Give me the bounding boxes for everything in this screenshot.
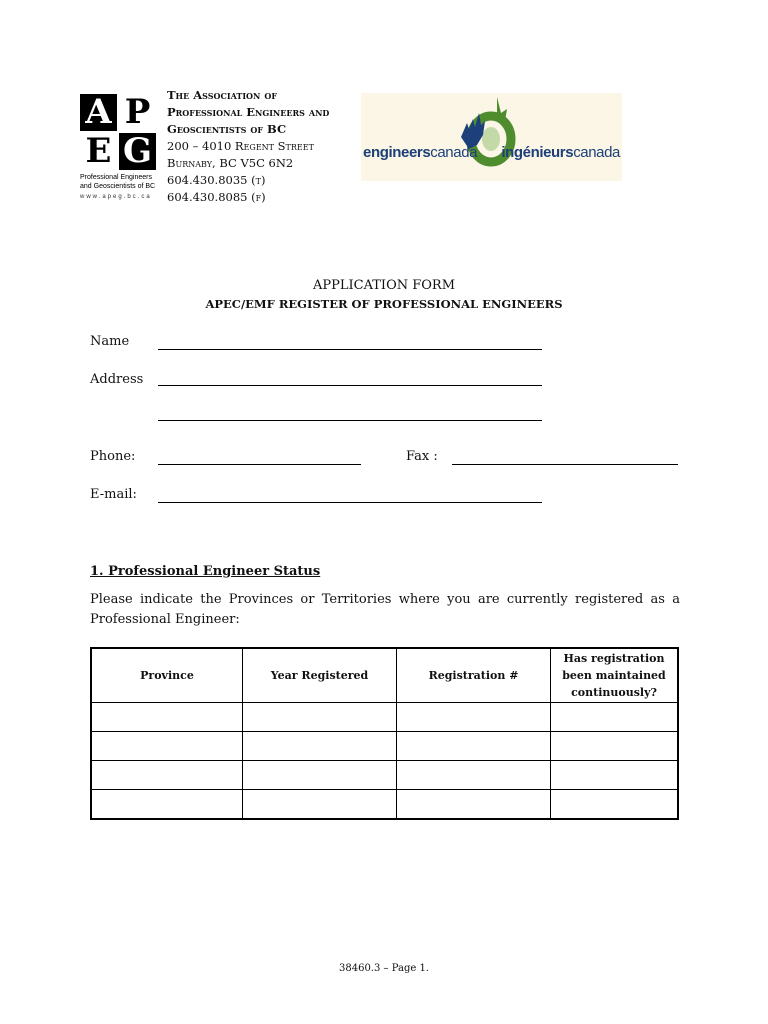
table-cell[interactable] [243, 790, 397, 820]
phone-label: Phone: [90, 449, 136, 464]
table-cell[interactable] [551, 761, 679, 790]
table-cell[interactable] [243, 761, 397, 790]
phone-field[interactable] [158, 464, 361, 465]
association-name-line2: Professional Engineers and [167, 105, 330, 119]
apeg-letter-grid [80, 94, 156, 170]
engineers-canada-english-wordmark [363, 144, 477, 161]
table-cell[interactable] [91, 790, 243, 820]
table-cell[interactable] [91, 703, 243, 732]
address-field-line2[interactable] [158, 420, 542, 421]
apeg-letter-g: G [119, 133, 156, 170]
apeg-letter-e: E [80, 133, 117, 170]
name-label: Name [90, 334, 130, 349]
address-label: Address [90, 372, 144, 387]
email-label: E-mail: [90, 487, 137, 502]
page-footer: 38460.3 – Page 1. [339, 963, 429, 974]
table-cell[interactable] [551, 790, 679, 820]
association-address-block [167, 87, 329, 206]
apeg-logo-url: www.apeg.bc.ca [80, 194, 152, 200]
form-title: APPLICATION FORM [312, 278, 456, 293]
table-cell[interactable] [91, 761, 243, 790]
ec-english-light: canada [430, 144, 478, 161]
association-fax: 604.430.8085 (f) [167, 190, 266, 204]
association-name-line3: Geoscientists of BC [167, 122, 287, 136]
association-name-line1: The Association of [167, 88, 277, 102]
table-cell[interactable] [243, 703, 397, 732]
ec-french-light: canada [573, 144, 620, 161]
table-cell[interactable] [91, 732, 243, 761]
table-row [91, 790, 678, 820]
apeg-logo [80, 94, 156, 204]
apeg-logo-caption [80, 173, 160, 191]
name-field[interactable] [158, 349, 542, 350]
fax-field[interactable] [452, 464, 678, 465]
ec-english-bold: engineers [363, 144, 431, 161]
apeg-caption-line1: Professional Engineers [80, 174, 152, 181]
table-cell[interactable] [397, 732, 551, 761]
registration-table [90, 647, 679, 820]
association-street: 200 – 4010 Regent Street [167, 139, 314, 153]
table-row [91, 761, 678, 790]
engineers-canada-logo [361, 93, 622, 181]
address-field-line1[interactable] [158, 385, 542, 386]
form-subtitle: APEC/EMF REGISTER OF PROFESSIONAL ENGINEERS [205, 297, 563, 311]
association-city: Burnaby, BC V5C 6N2 [167, 156, 294, 170]
table-row [91, 703, 678, 732]
table-cell[interactable] [397, 703, 551, 732]
table-cell[interactable] [397, 790, 551, 820]
apeg-letter-a: A [80, 94, 117, 131]
table-cell[interactable] [551, 703, 679, 732]
engineers-canada-french-wordmark [501, 144, 620, 161]
table-header-row [91, 648, 678, 703]
apeg-caption-line2: and Geoscientists of BC [80, 183, 156, 190]
section-heading: 1. Professional Engineer Status [90, 564, 321, 579]
table-cell[interactable] [551, 732, 679, 761]
ec-french-bold: ingénieurs [501, 144, 574, 161]
column-header-province: Province [91, 648, 243, 703]
association-phone: 604.430.8035 (t) [167, 173, 266, 187]
column-header-year-registered: Year Registered [243, 648, 397, 703]
section-instructions: Please indicate the Provinces or Territories where you are currently registered as a Professional Engineer: [90, 592, 680, 627]
fax-label: Fax : [406, 449, 438, 464]
table-cell[interactable] [243, 732, 397, 761]
table-cell[interactable] [397, 761, 551, 790]
table-row [91, 732, 678, 761]
column-header-maintained-continuously: Has registration been maintained continuously? [551, 648, 679, 703]
email-field[interactable] [158, 502, 542, 503]
apeg-letter-p: P [119, 94, 156, 131]
column-header-registration-number: Registration # [397, 648, 551, 703]
maple-leaf-emblem-icon [457, 93, 521, 181]
